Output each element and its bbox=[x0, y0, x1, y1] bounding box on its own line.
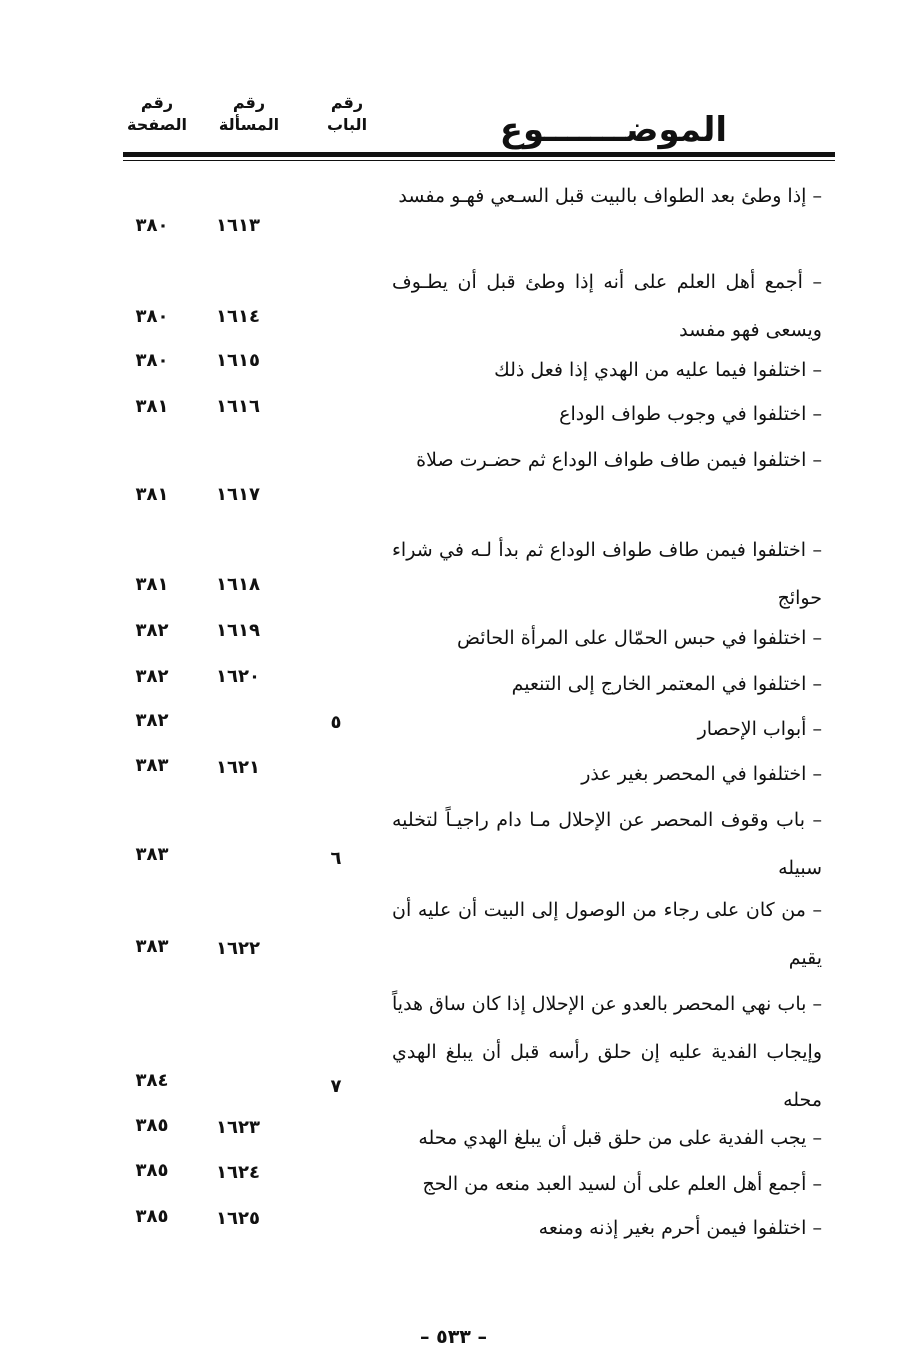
issue-number: ١٦١٦ bbox=[216, 396, 260, 417]
issue-number: ١٦٢٥ bbox=[216, 1208, 260, 1229]
page-number-header bbox=[112, 92, 202, 136]
page-number: ٣٨٢ bbox=[135, 620, 169, 641]
index-entry-topic: – يجب الفدية على من حلق قبل أن يبلغ الهدي محله bbox=[418, 1127, 822, 1149]
issue-number: ١٦١٩ bbox=[216, 620, 260, 641]
topic-column-header: الموضـــــــوع bbox=[499, 110, 727, 150]
page-number: ٣٨٢ bbox=[135, 710, 169, 731]
issue-number: ١٦٢١ bbox=[216, 757, 260, 778]
page-number: ٣٨٠ bbox=[135, 350, 169, 371]
header-divider-thick bbox=[123, 152, 835, 157]
issue-number-header-line1: رقم bbox=[232, 93, 266, 112]
chapter-number-header-line1: رقم bbox=[330, 93, 364, 112]
chapter-number-header bbox=[317, 92, 377, 136]
issue-number-header-line2: المسألة bbox=[218, 115, 280, 134]
page-number: ٣٨١ bbox=[135, 396, 169, 417]
index-entry-topic: – اختلفوا في المعتمر الخارج إلى التنعيم bbox=[511, 673, 822, 695]
issue-number: ١٦١٥ bbox=[216, 350, 260, 371]
page-number: ٣٨٥ bbox=[135, 1206, 169, 1227]
page-number-header-line2: الصفحة bbox=[126, 115, 187, 134]
page-number: ٣٨٣ bbox=[135, 844, 169, 865]
index-entry-topic: – باب نهي المحصر بالعدو عن الإحلال إذا كان ساق هدياً وإيجاب الفدية عليه إن حلق رأسه قبل أن يبلغ الهدي محله bbox=[392, 993, 822, 1111]
page-footer-number: – ٥٣٣ – bbox=[419, 1326, 488, 1348]
chapter-number-header-line2: الباب bbox=[326, 115, 368, 134]
index-entry-topic: – اختلفوا في حبس الحمّال على المرأة الحائض bbox=[457, 627, 822, 649]
page-number: ٣٨٣ bbox=[135, 936, 169, 957]
index-entry-topic: – اختلفوا فيما عليه من الهدي إذا فعل ذلك bbox=[494, 359, 822, 381]
index-entry-topic: – اختلفوا فيمن طاف طواف الوداع ثم حضـرت صلاة bbox=[416, 449, 822, 471]
index-entry-topic: – إذا وطئ بعد الطواف بالبيت قبل السـعي فهـو مفسد bbox=[398, 185, 822, 207]
page-number: ٣٨٠ bbox=[135, 306, 169, 327]
page-number: ٣٨٥ bbox=[135, 1160, 169, 1181]
index-entry-topic: – من كان على رجاء من الوصول إلى البيت أن عليه أن يقيم bbox=[392, 899, 822, 969]
issue-number: ١٦٢٣ bbox=[216, 1117, 260, 1138]
page-number: ٣٨٢ bbox=[135, 666, 169, 687]
chapter-number: ٥ bbox=[330, 712, 342, 733]
issue-number: ١٦٢٤ bbox=[216, 1162, 260, 1183]
page-number: ٣٨٥ bbox=[135, 1115, 169, 1136]
page-number: ٣٨٣ bbox=[135, 755, 169, 776]
index-entry-topic: – أجمع أهل العلم على أن لسيد العبد منعه من الحج bbox=[422, 1173, 822, 1195]
issue-number: ١٦٢٠ bbox=[216, 666, 260, 687]
index-entry-topic: – اختلفوا في المحصر بغير عذر bbox=[581, 763, 822, 785]
index-entry-topic: – باب وقوف المحصر عن الإحلال مـا دام راجيـاً لتخليه سبيله bbox=[392, 809, 822, 879]
page-number: ٣٨١ bbox=[135, 484, 169, 505]
issue-number: ١٦١٨ bbox=[216, 574, 260, 595]
index-entry-topic: – اختلفوا في وجوب طواف الوداع bbox=[559, 403, 822, 425]
issue-number: ١٦١٣ bbox=[216, 215, 260, 236]
chapter-number: ٦ bbox=[330, 848, 342, 869]
page-number: ٣٨٠ bbox=[135, 215, 169, 236]
page-number: ٣٨٤ bbox=[135, 1070, 169, 1091]
page-number-header-line1: رقم bbox=[140, 93, 174, 112]
index-entry-topic: – اختلفوا فيمن طاف طواف الوداع ثم بدأ لـه في شراء حوائج bbox=[392, 539, 822, 609]
issue-number: ١٦١٤ bbox=[216, 306, 260, 327]
issue-number-header bbox=[209, 92, 289, 136]
index-entry-topic: – أبواب الإحصار bbox=[697, 718, 822, 740]
header-divider-thin bbox=[123, 160, 835, 161]
chapter-number: ٧ bbox=[330, 1076, 342, 1097]
index-entry-topic: – اختلفوا فيمن أحرم بغير إذنه ومنعه bbox=[538, 1217, 822, 1239]
page-number: ٣٨١ bbox=[135, 574, 169, 595]
index-entry-topic: – أجمع أهل العلم على أنه إذا وطئ قبل أن يطـوف ويسعى فهو مفسد bbox=[392, 271, 822, 341]
issue-number: ١٦٢٢ bbox=[216, 938, 260, 959]
issue-number: ١٦١٧ bbox=[216, 484, 260, 505]
